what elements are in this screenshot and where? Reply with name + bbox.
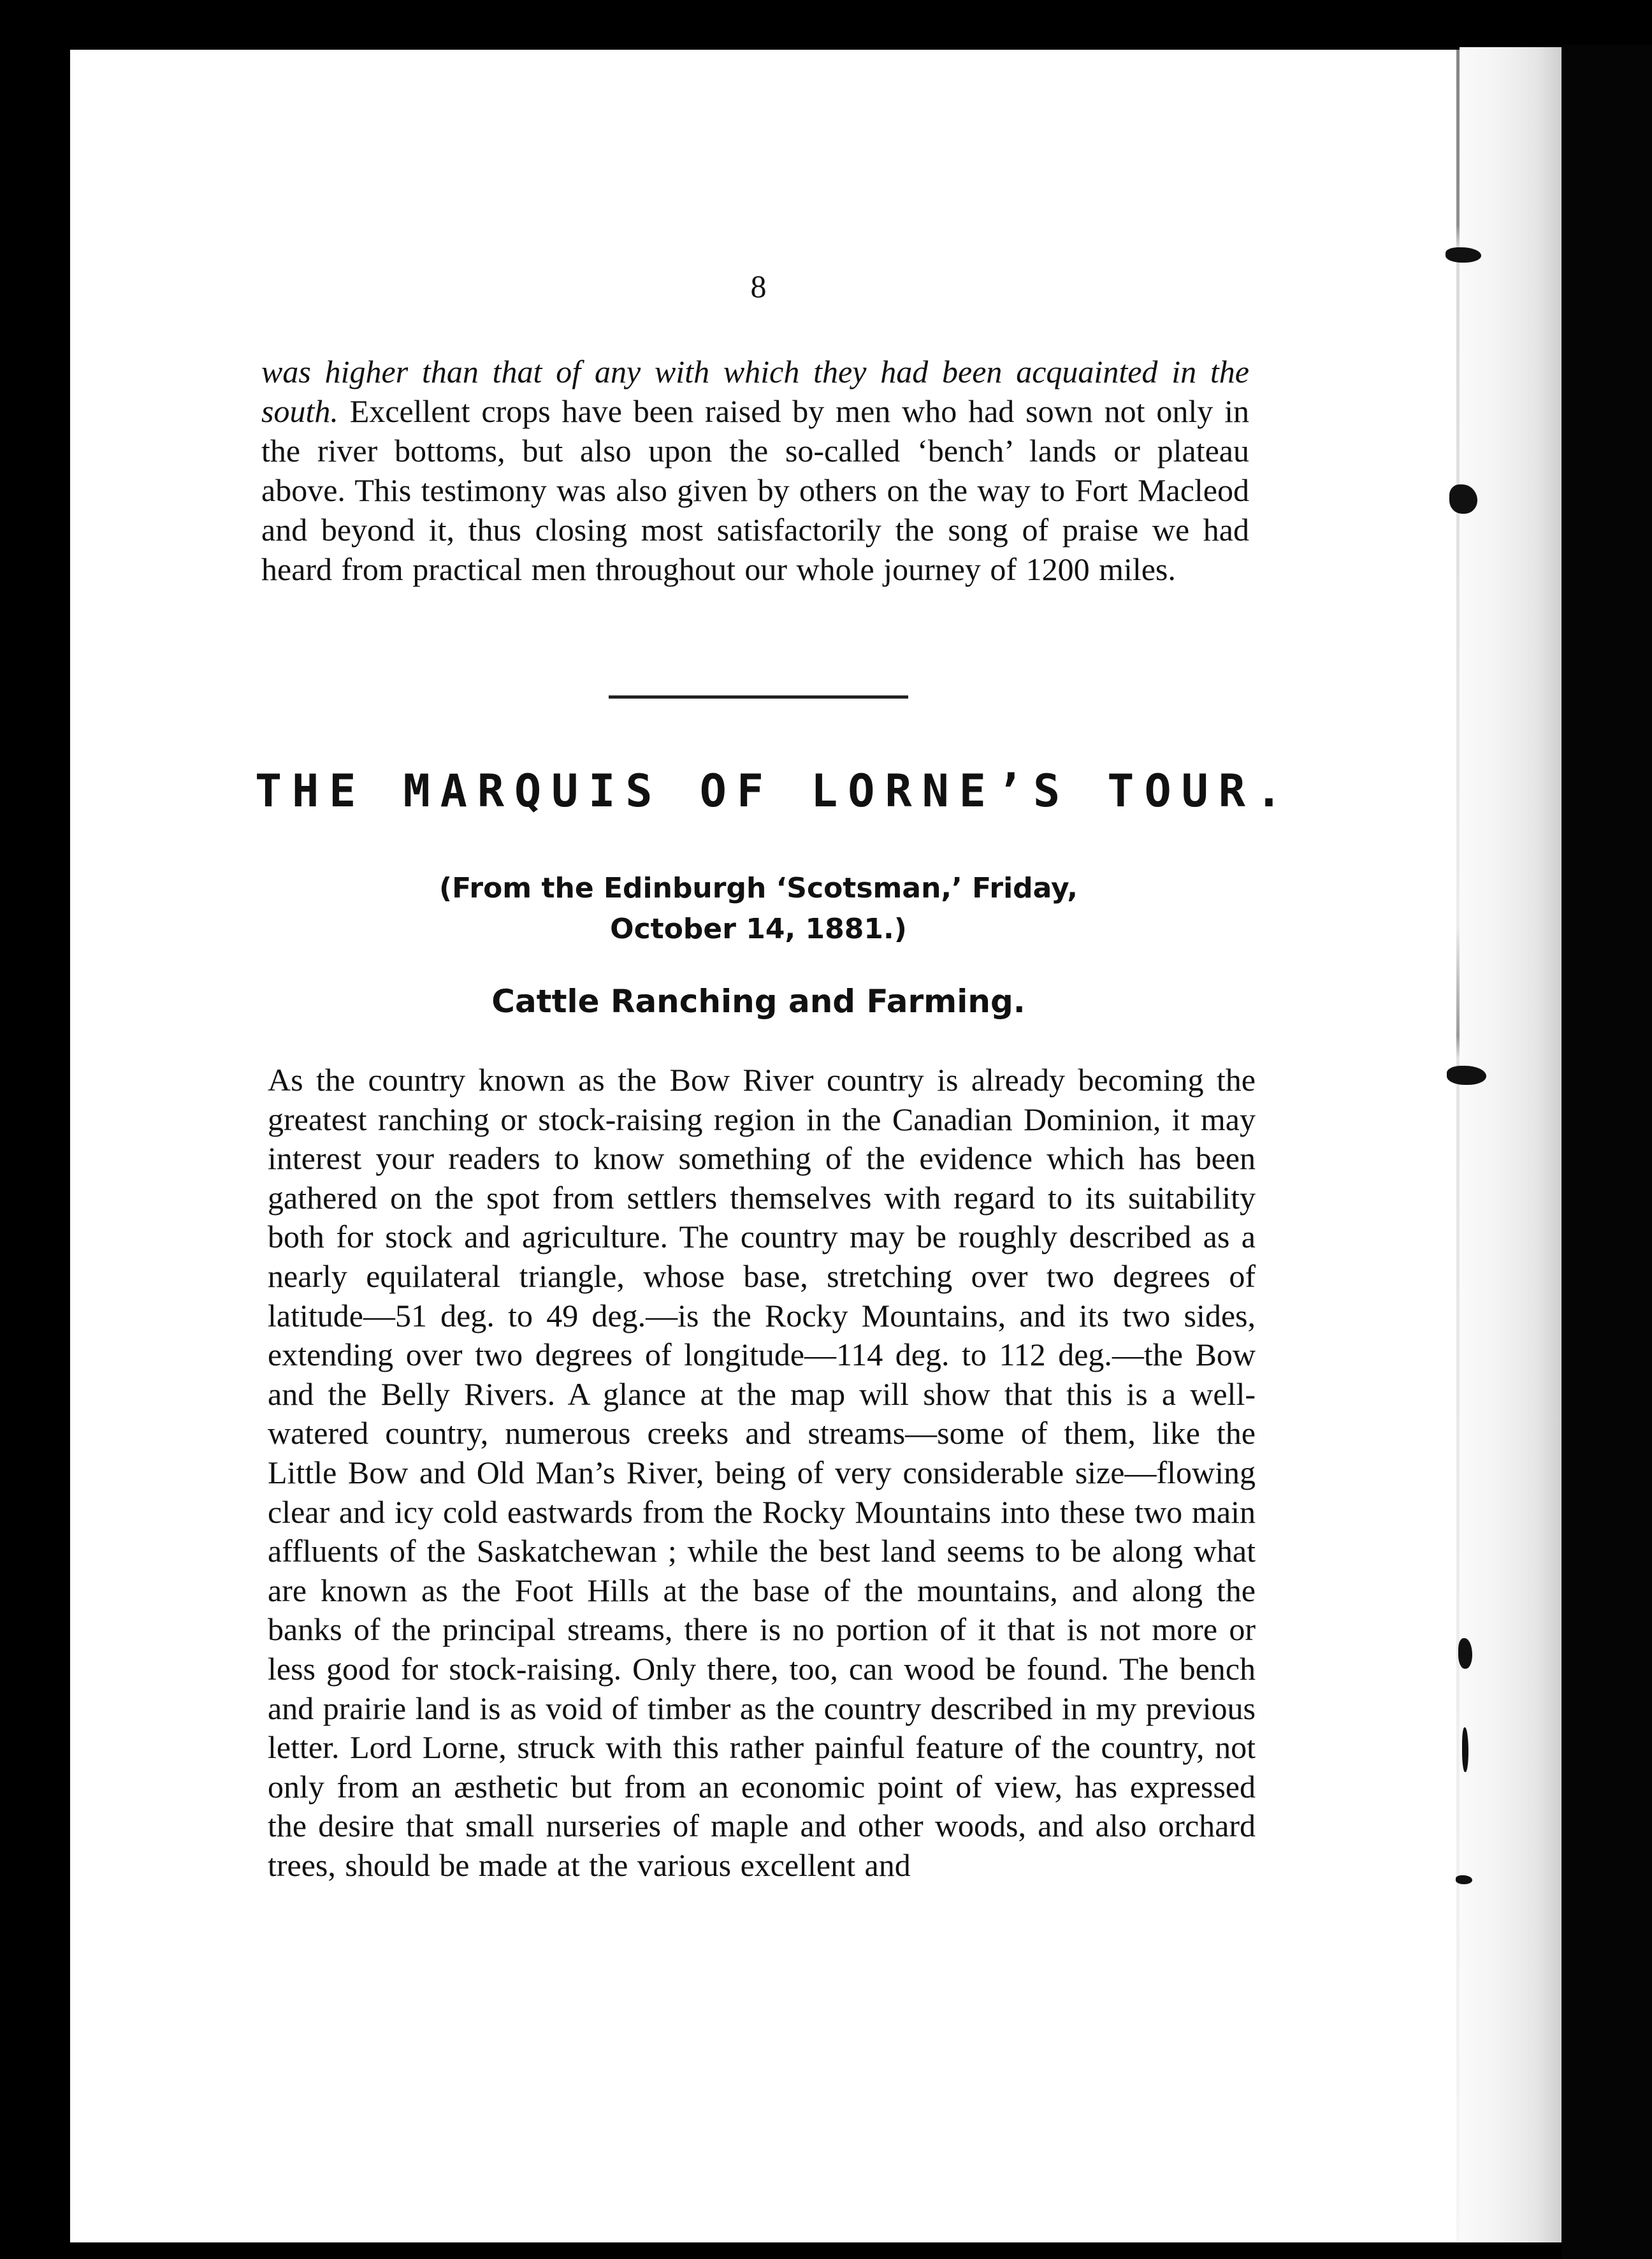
binding-mark — [1456, 1875, 1472, 1884]
italic-lead-text: was higher than that of any with which they had been acquainted in the south. — [261, 354, 1249, 429]
article-title: THE MARQUIS OF LORNE’S TOUR. — [255, 765, 1293, 817]
binding-mark — [1449, 484, 1477, 514]
page-number: 8 — [750, 268, 767, 304]
binding-mark — [1446, 247, 1481, 263]
source-line: (From the Edinburgh ‘Scotsman,’ Friday, — [439, 872, 1078, 904]
article-source — [280, 868, 1236, 950]
section-divider — [609, 695, 908, 699]
paragraph-text: Excellent crops have been raised by men who had sown not only in the river bottoms, but also upon the so-called ‘bench’ lands or plateau above. This testimony was also given by others on the way to Fort Macleod and beyond it, thus closing most satisfactorily the song of praise we had heard from practical men throughout our whole journey of 1200 miles. — [261, 393, 1249, 587]
article-subtitle: Cattle Ranching and Farming. — [491, 983, 1025, 1020]
scan-background — [1561, 45, 1652, 2259]
opening-paragraph — [261, 352, 1249, 589]
article-body: As the country known as the Bow River country is already becoming the greatest ranching or stock-raising region in the Canadian Dominion, it may interest your readers to know something of the evidence which has been gathered on the spot from settlers themselves with regard to its suitability both for stock and agriculture. The country may be roughly described as a nearly equilateral triangle, whose base, stretching over two degrees of latitude—51 deg. to 49 deg.—is the Rocky Mountains, and its two sides, extending over two degrees of longitude—114 deg. to 112 deg.—the Bow and the Belly Rivers. A glance at the map will show that this is a well-watered country, numerous creeks and streams—some of them, like the Little Bow and Old Man’s River, being of very considerable size—flowing clear and icy cold eastwards from the Rocky Mountains into these two main affluents of the Saskatchewan ; while the best land seems to be along what are known as the Foot Hills at the base of the mountains, and along the banks of the principal streams, there is no portion of it that is not more or less good for stock-raising. Only there, too, can wood be found. The bench and prairie land is as void of timber as the country described in my previous letter. Lord Lorne, struck with this rather painful feature of the country, not only from an æsthetic but from an economic point of view, has expressed the desire that small nurseries of maple and other woods, and also orchard trees, should be made at the various excellent and — [268, 1062, 1256, 1883]
source-line: October 14, 1881.) — [610, 913, 907, 945]
adjacent-page-edge — [1460, 47, 1561, 2242]
binding-mark — [1447, 1066, 1486, 1085]
binding-mark — [1458, 1638, 1472, 1669]
